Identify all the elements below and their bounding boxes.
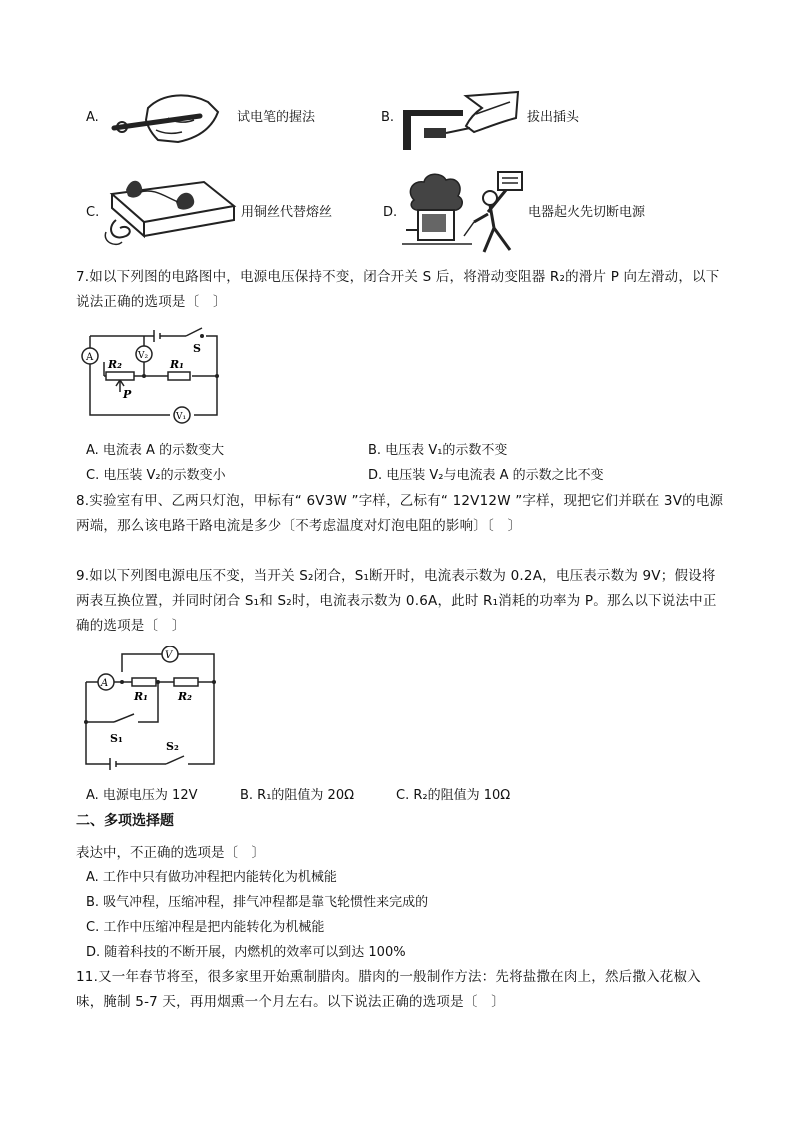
resistor-r1-symbol	[132, 678, 156, 686]
r2-label: R₂	[178, 690, 192, 703]
section-2-heading: 二、多项选择题	[76, 813, 174, 829]
r1-label: R₁	[134, 690, 148, 703]
resistor-r2-symbol	[106, 372, 134, 380]
switch-s-label: S	[193, 342, 201, 355]
hand-holding-test-pen-illustration	[108, 88, 223, 150]
q8-stem: 8.实验室有甲、乙两只灯泡，甲标有“ 6V3W ”字样，乙标有“ 12V12W ”字样，现把它们并联在 3V的电源两端，那么该电路干路电流是多少〔不考虑温度对灯泡电阻的影响〕〔 〕	[76, 493, 724, 534]
q6-option-c-letter: C.	[86, 205, 100, 220]
q6-option-a-caption: 试电笔的握法	[237, 110, 316, 125]
q6-option-d-caption: 电器起火先切断电源	[528, 205, 646, 220]
q10-stem: 表达中，不正确的选项是〔 〕	[76, 845, 265, 861]
s2-label: S₂	[166, 740, 179, 753]
q10-option-a: A. 工作中只有做功冲程把内能转化为机械能	[86, 870, 337, 885]
q10-option-c: C. 工作中压缩冲程是把内能转化为机械能	[86, 920, 325, 935]
q6-option-c-caption: 用铜丝代替熔丝	[241, 205, 333, 220]
q9-circuit-diagram	[80, 646, 225, 774]
q11-stem: 11.又一年春节将至，很多家里开始熏制腊肉。腊肉的一般制作方法：先将盐撒在肉上，然后撒入花椒入味，腌制 5-7 天，再用烟熏一个月左右。以下说法正确的选项是〔 〕	[76, 969, 701, 1010]
resistor-r2-symbol	[174, 678, 198, 686]
fuse-holder-copper-wire-illustration	[104, 172, 239, 250]
q10-option-d: D. 随着科技的不断开展，内燃机的效率可以到达 100%	[86, 945, 406, 960]
meter-top-label: V	[165, 650, 173, 661]
s1-label: S₁	[110, 732, 123, 745]
q9-stem: 9.如以下列图电源电压不变，当开关 S₂闭合，S₁断开时，电流表示数为 0.2A，电压表示数为 9V；假设将两表互换位置，并同时闭合 S₁和 S₂时，电流表示数为 0.6A，此时 R₁消耗的功率为 P。那么以下说法中正确的选项是〔 〕	[76, 568, 717, 634]
q6-option-b-caption: 拔出插头	[527, 110, 580, 125]
q7-stem: 7.如以下列图的电路图中，电源电压保持不变，闭合开关 S 后，将滑动变阻器 R₂的滑片 P 向左滑动，以下说法正确的选项是〔 〕	[76, 269, 720, 310]
q6-option-d-letter: D.	[383, 205, 398, 220]
r1-label: R₁	[170, 358, 184, 371]
q10-option-b: B. 吸气冲程，压缩冲程，排气冲程都是靠飞轮惯性来完成的	[86, 895, 429, 910]
person-cutting-power-fire-illustration	[402, 170, 530, 256]
q7-option-c: C. 电压装 V₂的示数变小	[86, 468, 226, 483]
q9-option-a: A. 电源电压为 12V	[86, 788, 198, 803]
q7-option-a: A. 电流表 A 的示数变大	[86, 443, 225, 458]
hand-pulling-plug-illustration	[400, 88, 522, 154]
meter-left-label: A	[101, 678, 109, 689]
q6-option-b-letter: B.	[381, 110, 395, 125]
q6-option-a-letter: A.	[86, 110, 99, 125]
q7-option-d: D. 电压装 V₂与电流表 A 的示数之比不变	[368, 468, 604, 483]
resistor-r1-symbol	[168, 372, 190, 380]
r2-label: R₂	[108, 358, 122, 371]
v1-label: V₁	[176, 412, 187, 422]
q7-circuit-diagram	[76, 326, 226, 426]
q7-option-b: B. 电压表 V₁的示数不变	[368, 443, 508, 458]
q9-option-b: B. R₁的阻值为 20Ω	[240, 788, 355, 803]
q9-option-c: C. R₂的阻值为 10Ω	[396, 788, 511, 803]
slider-p-label: P	[123, 388, 132, 401]
ammeter-label: A	[86, 352, 94, 363]
v2-label: V₂	[138, 351, 149, 361]
